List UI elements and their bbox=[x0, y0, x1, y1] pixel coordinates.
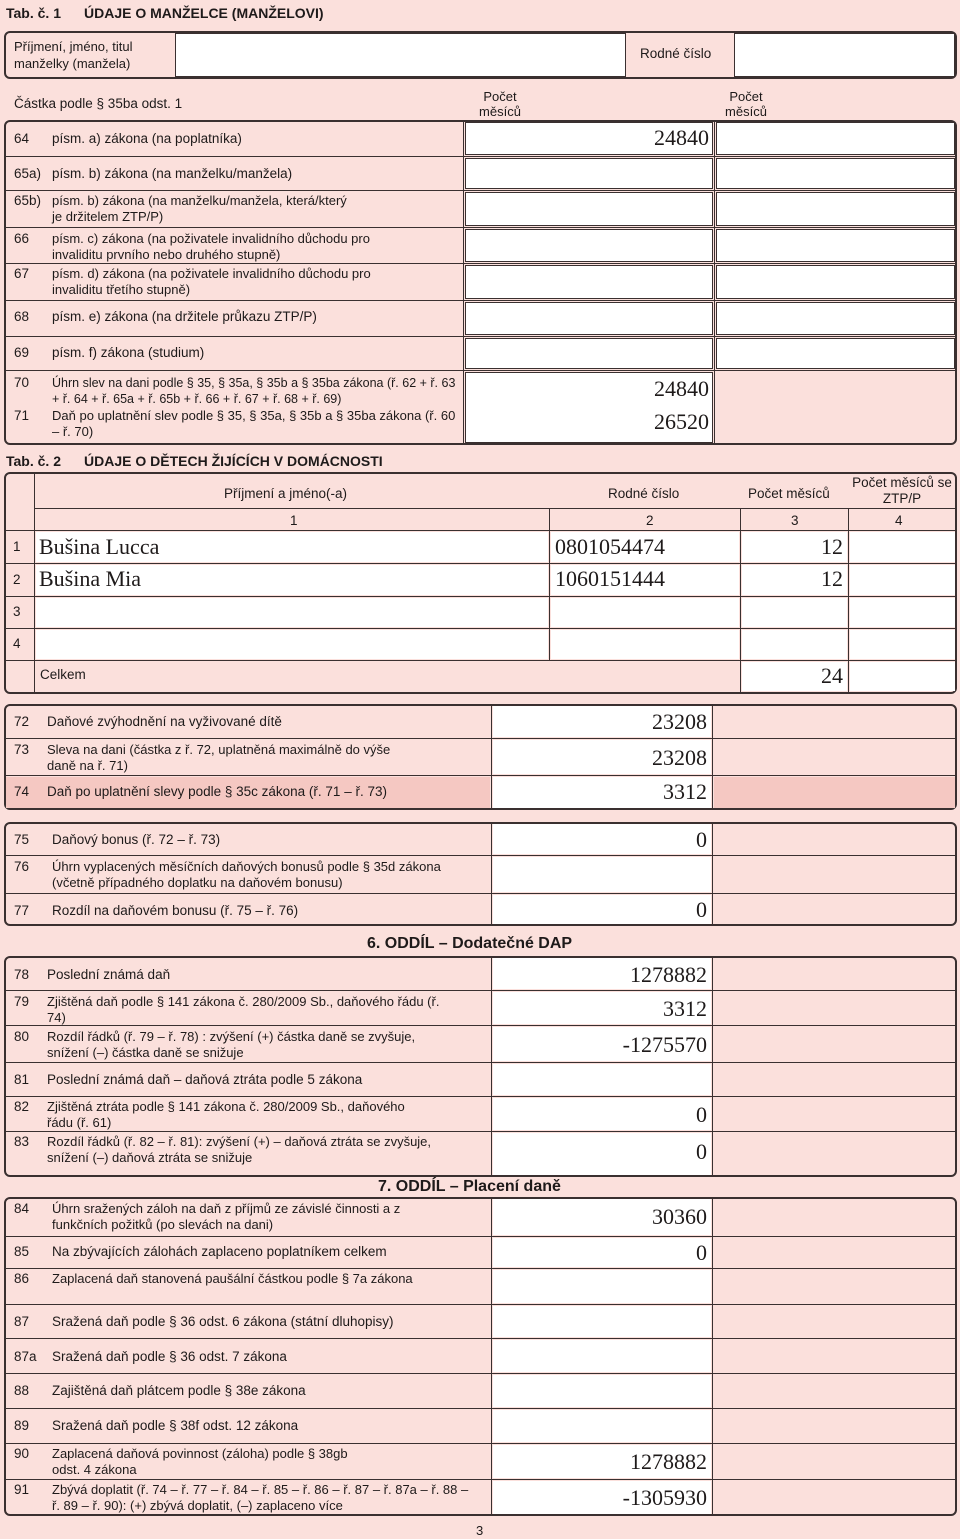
row64-text: písm. a) zákona (na poplatníka) bbox=[52, 131, 242, 146]
section7-title: 7. ODDÍL – Placení daně bbox=[378, 1178, 561, 1195]
row67-no: 67 bbox=[14, 266, 30, 281]
row86-text: Zaplacená daň stanovená paušální částkou podle § 7a zákona bbox=[52, 1271, 413, 1286]
row83-text: Rozdíl řádků (ř. 82 – ř. 81): zvýšení (+) – daňová ztráta se zvyšuje, snížení (–) daňová ztráta se snižuje bbox=[47, 1134, 432, 1165]
tab1-title: ÚDAJE O MANŽELCE (MANŽELOVI) bbox=[84, 5, 324, 21]
months-label-1: Počet měsíců bbox=[479, 89, 521, 119]
col-number-2: 2 bbox=[646, 513, 654, 528]
row73-no: 73 bbox=[14, 742, 30, 757]
row82-no: 82 bbox=[14, 1099, 30, 1114]
row87-text: Sražená daň podle § 36 odst. 6 zákona (státní dluhopisy) bbox=[52, 1314, 394, 1329]
child2-no: 2 bbox=[13, 572, 21, 587]
row69-no: 69 bbox=[14, 345, 30, 360]
child2-birth[interactable]: 1060151444 bbox=[555, 566, 665, 591]
row83-value[interactable]: 0 bbox=[696, 1139, 707, 1164]
children-header-ztp: Počet měsíců se ZTP/P bbox=[852, 475, 952, 506]
child4-no: 4 bbox=[13, 636, 21, 651]
row69-text: písm. f) zákona (studium) bbox=[52, 345, 205, 360]
row65a-no: 65a) bbox=[14, 166, 42, 181]
row65b-no: 65b) bbox=[14, 193, 42, 208]
row82-text: Zjištěná ztráta podle § 141 zákona č. 280/2009 Sb., daňového řádu (ř. 61) bbox=[47, 1099, 405, 1130]
row89-no: 89 bbox=[14, 1418, 30, 1433]
row82-value[interactable]: 0 bbox=[696, 1102, 707, 1127]
child1-months[interactable]: 12 bbox=[821, 534, 843, 559]
months-label-2: Počet měsíců bbox=[725, 89, 767, 119]
row70-value[interactable]: 24840 bbox=[654, 376, 709, 401]
row74-no: 74 bbox=[14, 784, 30, 799]
amount-label: Částka podle § 35ba odst. 1 bbox=[14, 96, 183, 111]
row76-text: Úhrn vyplacených měsíčních daňových bonusů podle § 35d zákona (včetně případného doplatku na daňovém bonusu) bbox=[52, 859, 441, 890]
children-total-months[interactable]: 24 bbox=[821, 663, 843, 688]
tab1-title-prefix: Tab. č. 1 bbox=[6, 5, 61, 21]
col-number-1: 1 bbox=[290, 513, 298, 528]
row79-value[interactable]: 3312 bbox=[663, 996, 707, 1021]
tab2-title: ÚDAJE O DĚTECH ŽIJÍCÍCH V DOMÁCNOSTI bbox=[84, 453, 383, 469]
row65a-text: písm. b) zákona (na manželku/manžela) bbox=[52, 166, 293, 181]
row68-no: 68 bbox=[14, 309, 30, 324]
row81-text: Poslední známá daň – daňová ztráta podle 5 zákona bbox=[47, 1072, 363, 1087]
row85-value[interactable]: 0 bbox=[696, 1240, 707, 1265]
row77-value[interactable]: 0 bbox=[696, 897, 707, 922]
row77-no: 77 bbox=[14, 903, 30, 918]
row73-value[interactable]: 23208 bbox=[652, 745, 707, 770]
section6-title: 6. ODDÍL – Dodatečné DAP bbox=[367, 935, 573, 952]
row80-text: Rozdíl řádků (ř. 79 – ř. 78) : zvýšení (+) částka daně se zvyšuje, snížení (–) částka daně se snižuje bbox=[47, 1029, 416, 1060]
row91-no: 91 bbox=[14, 1482, 30, 1497]
row70-no: 70 bbox=[14, 375, 30, 390]
row75-text: Daňový bonus (ř. 72 – ř. 73) bbox=[52, 832, 221, 847]
row73-text: Sleva na dani (částka z ř. 72, uplatněná maximálně do výše daně na ř. 71) bbox=[47, 742, 391, 773]
child2-name[interactable]: Bušina Mia bbox=[39, 566, 142, 591]
row75-value[interactable]: 0 bbox=[696, 827, 707, 852]
row88-text: Zajištěná daň plátcem podle § 38e zákona bbox=[52, 1383, 306, 1398]
row90-no: 90 bbox=[14, 1446, 30, 1461]
row71-no: 71 bbox=[14, 408, 30, 423]
tab2-title-prefix: Tab. č. 2 bbox=[6, 453, 61, 469]
row71-text: Daň po uplatnění slev podle § 35, § 35a, § 35b a § 35ba zákona (ř. 60 – ř. 70) bbox=[52, 408, 456, 439]
row72-no: 72 bbox=[14, 714, 30, 729]
row89-text: Sražená daň podle § 38f odst. 12 zákona bbox=[52, 1418, 299, 1433]
row64-no: 64 bbox=[14, 131, 30, 146]
row87a-text: Sražená daň podle § 36 odst. 7 zákona bbox=[52, 1349, 287, 1364]
row74-value[interactable]: 3312 bbox=[663, 779, 707, 804]
row66-text: písm. c) zákona (na poživatele invalidního důchodu pro invaliditu prvního nebo druhého stupně) bbox=[52, 231, 370, 262]
row77-text: Rozdíl na daňovém bonusu (ř. 75 – ř. 76) bbox=[52, 903, 299, 918]
row67-text: písm. d) zákona (na poživatele invalidního důchodu pro invaliditu třetího stupně) bbox=[52, 266, 371, 297]
row87a-no: 87a bbox=[14, 1349, 37, 1364]
row91-text: Zbývá doplatit (ř. 74 – ř. 77 – ř. 84 – ř. 85 – ř. 86 – ř. 87 – ř. 87a – ř. 88 – ř. 89 – ř. 90): (+) zbývá doplatit, (–) zaplaceno více bbox=[52, 1482, 469, 1513]
child2-months[interactable]: 12 bbox=[821, 566, 843, 591]
row84-text: Úhrn sražených záloh na daň z příjmů ze závislé činnosti a z funkčních požitků (po slevách na dani) bbox=[52, 1201, 401, 1232]
col-number-3: 3 bbox=[791, 513, 799, 528]
children-header-birth: Rodné číslo bbox=[608, 486, 680, 501]
row75-no: 75 bbox=[14, 832, 30, 847]
child1-birth[interactable]: 0801054474 bbox=[555, 534, 665, 559]
row84-value[interactable]: 30360 bbox=[652, 1204, 707, 1229]
row86-no: 86 bbox=[14, 1271, 30, 1286]
row85-text: Na zbývajících zálohách zaplaceno poplatníkem celkem bbox=[52, 1244, 387, 1259]
row66-no: 66 bbox=[14, 231, 30, 246]
children-header-months: Počet měsíců bbox=[748, 486, 830, 501]
page-number: 3 bbox=[476, 1523, 484, 1538]
col-number-4: 4 bbox=[895, 513, 903, 528]
spouse-name-label: Příjmení, jméno, titul manželky (manžela) bbox=[14, 39, 133, 71]
row84-no: 84 bbox=[14, 1201, 30, 1216]
row68-text: písm. e) zákona (na držitele průkazu ZTP/P) bbox=[52, 309, 317, 324]
row78-text: Poslední známá daň bbox=[47, 967, 171, 982]
row70-text: Úhrn slev na dani podle § 35, § 35a, § 35b a § 35ba zákona (ř. 62 + ř. 63 + ř. 64 + ř. 65a + ř. 65b + ř. 66 + ř. 67 + ř. 68 + ř. 69) bbox=[52, 376, 456, 406]
row74-text: Daň po uplatnění slevy podle § 35c zákona (ř. 71 – ř. 73) bbox=[47, 784, 387, 799]
row64-value[interactable]: 24840 bbox=[654, 125, 709, 150]
row91-value[interactable]: -1305930 bbox=[622, 1485, 707, 1510]
spouse-name-field[interactable] bbox=[175, 33, 626, 77]
row65b-text: písm. b) zákona (na manželku/manžela, která/který je držitelem ZTP/P) bbox=[52, 193, 347, 224]
row90-text: Zaplacená daňová povinnost (záloha) podle § 38gb odst. 4 zákona bbox=[52, 1446, 348, 1477]
child1-name[interactable]: Bušina Lucca bbox=[39, 534, 160, 559]
row88-no: 88 bbox=[14, 1383, 30, 1398]
spouse-birth-field[interactable] bbox=[734, 33, 955, 77]
row79-no: 79 bbox=[14, 994, 30, 1009]
row83-no: 83 bbox=[14, 1134, 30, 1149]
row78-value[interactable]: 1278882 bbox=[630, 962, 707, 987]
row85-no: 85 bbox=[14, 1244, 30, 1259]
row78-no: 78 bbox=[14, 967, 30, 982]
row72-text: Daňové zvýhodnění na vyživované dítě bbox=[47, 714, 282, 729]
row76-no: 76 bbox=[14, 859, 30, 874]
row71-value[interactable]: 26520 bbox=[654, 409, 709, 434]
row90-value[interactable]: 1278882 bbox=[630, 1449, 707, 1474]
children-header-name: Příjmení a jméno(-a) bbox=[224, 486, 348, 501]
child3-no: 3 bbox=[13, 604, 21, 619]
row81-no: 81 bbox=[14, 1072, 30, 1087]
row80-no: 80 bbox=[14, 1029, 30, 1044]
row80-value[interactable]: -1275570 bbox=[622, 1032, 707, 1057]
spouse-birth-label: Rodné číslo bbox=[640, 46, 712, 61]
child1-no: 1 bbox=[13, 539, 21, 554]
children-total-label: Celkem bbox=[40, 667, 86, 682]
row87-no: 87 bbox=[14, 1314, 30, 1329]
row79-text: Zjištěná daň podle § 141 zákona č. 280/2009 Sb., daňového řádu (ř. 74) bbox=[47, 994, 440, 1025]
row72-value[interactable]: 23208 bbox=[652, 709, 707, 734]
